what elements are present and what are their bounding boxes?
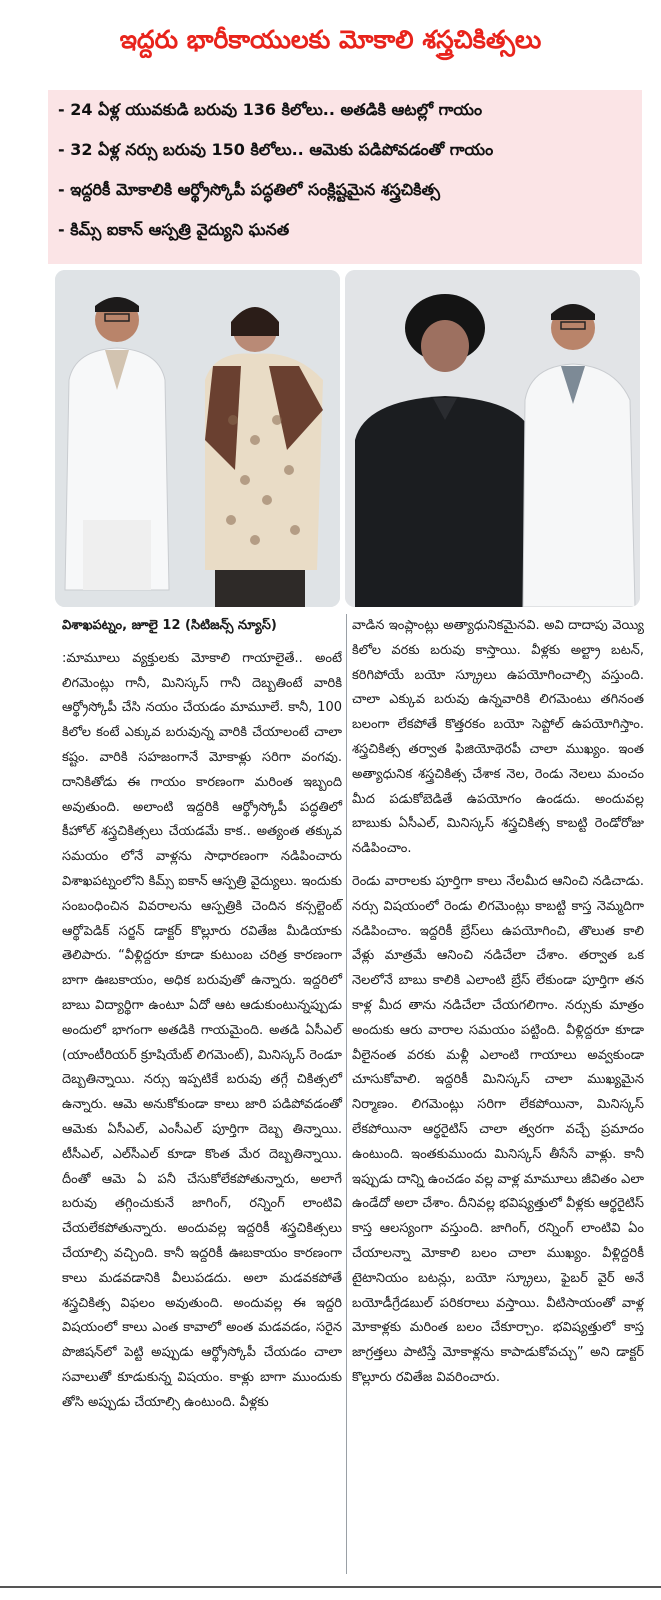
photo-doctor-and-nurse-image [55, 270, 340, 607]
dateline: విశాఖపట్నం, జూలై 12 (సిటిజన్స్ న్యూస్) [62, 618, 277, 633]
highlights-box [48, 90, 642, 264]
photo-doctor-and-nurse [55, 270, 340, 607]
article-paragraph: రెండు వారాలకు పూర్తిగా కాలు నేలమీద ఆనించి నడిచాడు. నర్సు విషయంలో రెండు లిగమెంట్లు కాబట్టి కాస్త నెమ్మదిగా నడిపించాం. ఇద్దరికీ బ్రేస్‌లు ఉపయోగించి, తొలుత కాలి వేళ్లు మాత్రమే ఆనించి నడిచేలా చేశాం. తర్వాత ఒక నెలలోనే బాబు కాలికి ఎలాంటి బ్రేస్ లేకుండా పూర్తిగా తన కాళ్ల మీద తాను నడిచేలా చేయగలిగాం. నర్సుకు మాత్రం అందుకు ఆరు వారాల సమయం పట్టింది. వీళ్లిద్దరూ కూడా వీలైనంత వరకు మళ్లీ ఎలాంటి గాయాలు అవ్వకుండా చూసుకోవాలి. ఇద్దరికీ మినిస్కస్ చాలా ముఖ్యమైన నిర్మాణం. లిగమెంట్లు సరిగా లేకపోయినా, మినిస్కస్ లేకపోయినా ఆర్థరైటిస్ చాలా త్వరగా వచ్చే ప్రమాదం ఉంటుంది. ఇంతకుముందు మినిస్కస్ తీసేసే వాళ్లు. కానీ ఇప్పుడు దాన్ని ఉంచడం వల్ల వాళ్ల మామూలు జీవితం ఎలా ఉండేదో అలా చేశాం. దీనివల్ల భవిష్యత్తులో వీళ్లకు ఆర్థరైటిస్ కాస్త ఆలస్యంగా వస్తుంది. జాగింగ్, రన్నింగ్ లాంటివి ఏం చేయాలన్నా మోకాలి బలం చాలా ముఖ్యం. వీళ్లిద్దరికీ టైటానియం బటన్లు, బయో స్క్రూలు, ఫైబర్ వైర్ అనే బయోడీగ్రేడబుల్ పరికరాలు వస్తాయి. వీటిసాయంతో వాళ్ల మోకాళ్లకు మరింత బలం చేకూర్చాం. భవిష్యత్తులో కాస్త జాగ్రత్తలు పాటిస్తే మోకాళ్లను కాపాడుకోవచ్చు” అని డాక్టర్ కొల్లూరు రవితేజ వివరించారు. [352, 873, 644, 1385]
bottom-rule [0, 1586, 661, 1588]
highlight-item: - 32 ఏళ్ల నర్సు బరువు 150 కిలోలు.. ఆమెకు పడిపోవడంతో గాయం [58, 140, 494, 159]
photo-patient-and-doctor-image [345, 270, 640, 607]
photo-patient-and-doctor [345, 270, 640, 607]
highlight-item: - ఇద్దరికీ మోకాలికి ఆర్థ్రోస్కోపీ పద్ధతిలో సంక్లిష్టమైన శస్త్రచికిత్స [58, 180, 441, 199]
headline: ఇద్దరు భారీకాయులకు మోకాలి శస్త్రచికిత్సలు [119, 25, 542, 54]
article-paragraph: :మామూలు వ్యక్తులకు మోకాలి గాయాలైతే.. అంటే లిగమెంట్లు గానీ, మినిస్కస్ గానీ దెబ్బతింటే వారికి ఆర్థ్రోస్కోపీ చేసి నయం చేయడం మామూలే. కానీ, 100 కిలోల కంటే ఎక్కువ బరువున్న వారికి చేయాలంటే చాలా కష్టం. వారికి సహజంగానే మోకాళ్లు సరిగా వంగవు. దానికితోడు ఈ గాయం కారణంగా మరింత ఇబ్బంది అవుతుంది. అలాంటి ఇద్దరికి ఆర్థ్రోస్కోపీ పద్ధతిలో కీహోల్ శస్త్రచికిత్సలు చేయడమే కాక.. అత్యంత తక్కువ సమయం లోనే వాళ్లను సాధారణంగా నడిపించారు విశాఖపట్నంలోని కిమ్స్ ఐకాన్ ఆస్పత్రి వైద్యులు. ఇందుకు సంబంధించిన వివరాలను ఆస్పత్రికి చెందిన కన్సల్టెంట్ ఆర్థోపెడిక్ సర్జన్ డాక్టర్ కొల్లూరు రవితేజ మీడియాకు తెలిపారు. “వీళ్లిద్దరూ కూడా కుటుంబ చరిత్ర కారణంగా బాగా ఊబకాయం, అధిక బరువుతో ఉన్నారు. ఇద్దరిలో బాబు విద్యార్థిగా ఉంటూ ఏదో ఆట ఆడుకుంటున్నప్పుడు అందులో భాగంగా అతడికి గాయమైంది. అతడి ఏసీఎల్ (యాంటీరియర్ క్రూషియేట్ లిగమెంట్), మినిస్కస్ రెండూ దెబ్బతిన్నాయి. నర్సు ఇప్పటికే బరువు తగ్గే చికిత్సలో ఉన్నారు. ఆమె అనుకోకుండా కాలు జారి పడిపోవడంతో ఆమెకు ఏసీఎల్, ఎంసీఎల్ పూర్తిగా దెబ్బ తిన్నాయి. టీసీఎల్, ఎల్‌సీఎల్ కూడా కొంత మేర దెబ్బతిన్నాయి. దీంతో ఆమె ఏ పనీ చేసుకోలేకపోతున్నారు, అలాగే బరువు తగ్గించుకునే జాగింగ్, రన్నింగ్ లాంటివి చేయలేకపోతున్నారు. అందువల్ల ఇద్దరికీ శస్త్రచికిత్సలు చేయాల్సి వచ్చింది. కానీ ఇద్దరికీ ఊబకాయం కారణంగా కాలు మడవడానికి వీలుపడదు. అలా మడవకపోతే శస్త్రచికిత్స విఫలం అవుతుంది. అందువల్ల ఈ ఇద్దరి విషయంలో కాలు ఎంత కావాలో అంత మడవడం, సరైన పొజిషన్‌లో పెట్టి అప్పుడు ఆర్థ్రోస్కోపీ చేయడం చాలా సవాలుతో కూడుకున్న విషయం. కాళ్లు బాగా ముందుకు తోసి అప్పుడు చేయాల్సి ఉంటుంది. వీళ్లకు [62, 650, 342, 1410]
article-column-1 [62, 614, 342, 1424]
highlight-item: - కిమ్స్ ఐకాన్ ఆస్పత్రి వైద్యుని ఘనత [58, 220, 290, 239]
column-divider [346, 614, 347, 1574]
article-column-2 [352, 614, 644, 1399]
article-paragraph: వాడిన ఇంప్లాంట్లు అత్యాధునికమైనవి. అవి దాదాపు వెయ్యి కిలోల వరకు బరువు కాస్తాయి. వీళ్లకు అల్ట్రా బటన్, కరిగిపోయే బయో స్క్రూలు ఉపయోగించాల్సి వస్తుంది. చాలా ఎక్కువ బరువు ఉన్నవారికి లిగమెంటు తగినంత బలంగా లేకపోతే కొత్తరకం బయో సెప్టోల్ ఉపయోగిస్తాం. శస్త్రచికిత్స తర్వాత ఫిజియోథెరపీ చాలా ముఖ్యం. ఇంత అత్యాధునిక శస్త్రచికిత్స చేశాక నెల, రెండు నెలలు మంచం మీద పడుకోబెడితే ఉపయోగం ఉండదు. అందువల్ల బాబుకు ఏసీఎల్, మినిస్కస్ శస్త్రచికిత్స కాబట్టి రెండోరోజు నడిపించాం. [352, 618, 644, 857]
highlight-item: - 24 ఏళ్ల యువకుడి బరువు 136 కిలోలు.. అతడికి ఆటల్లో గాయం [58, 100, 483, 119]
